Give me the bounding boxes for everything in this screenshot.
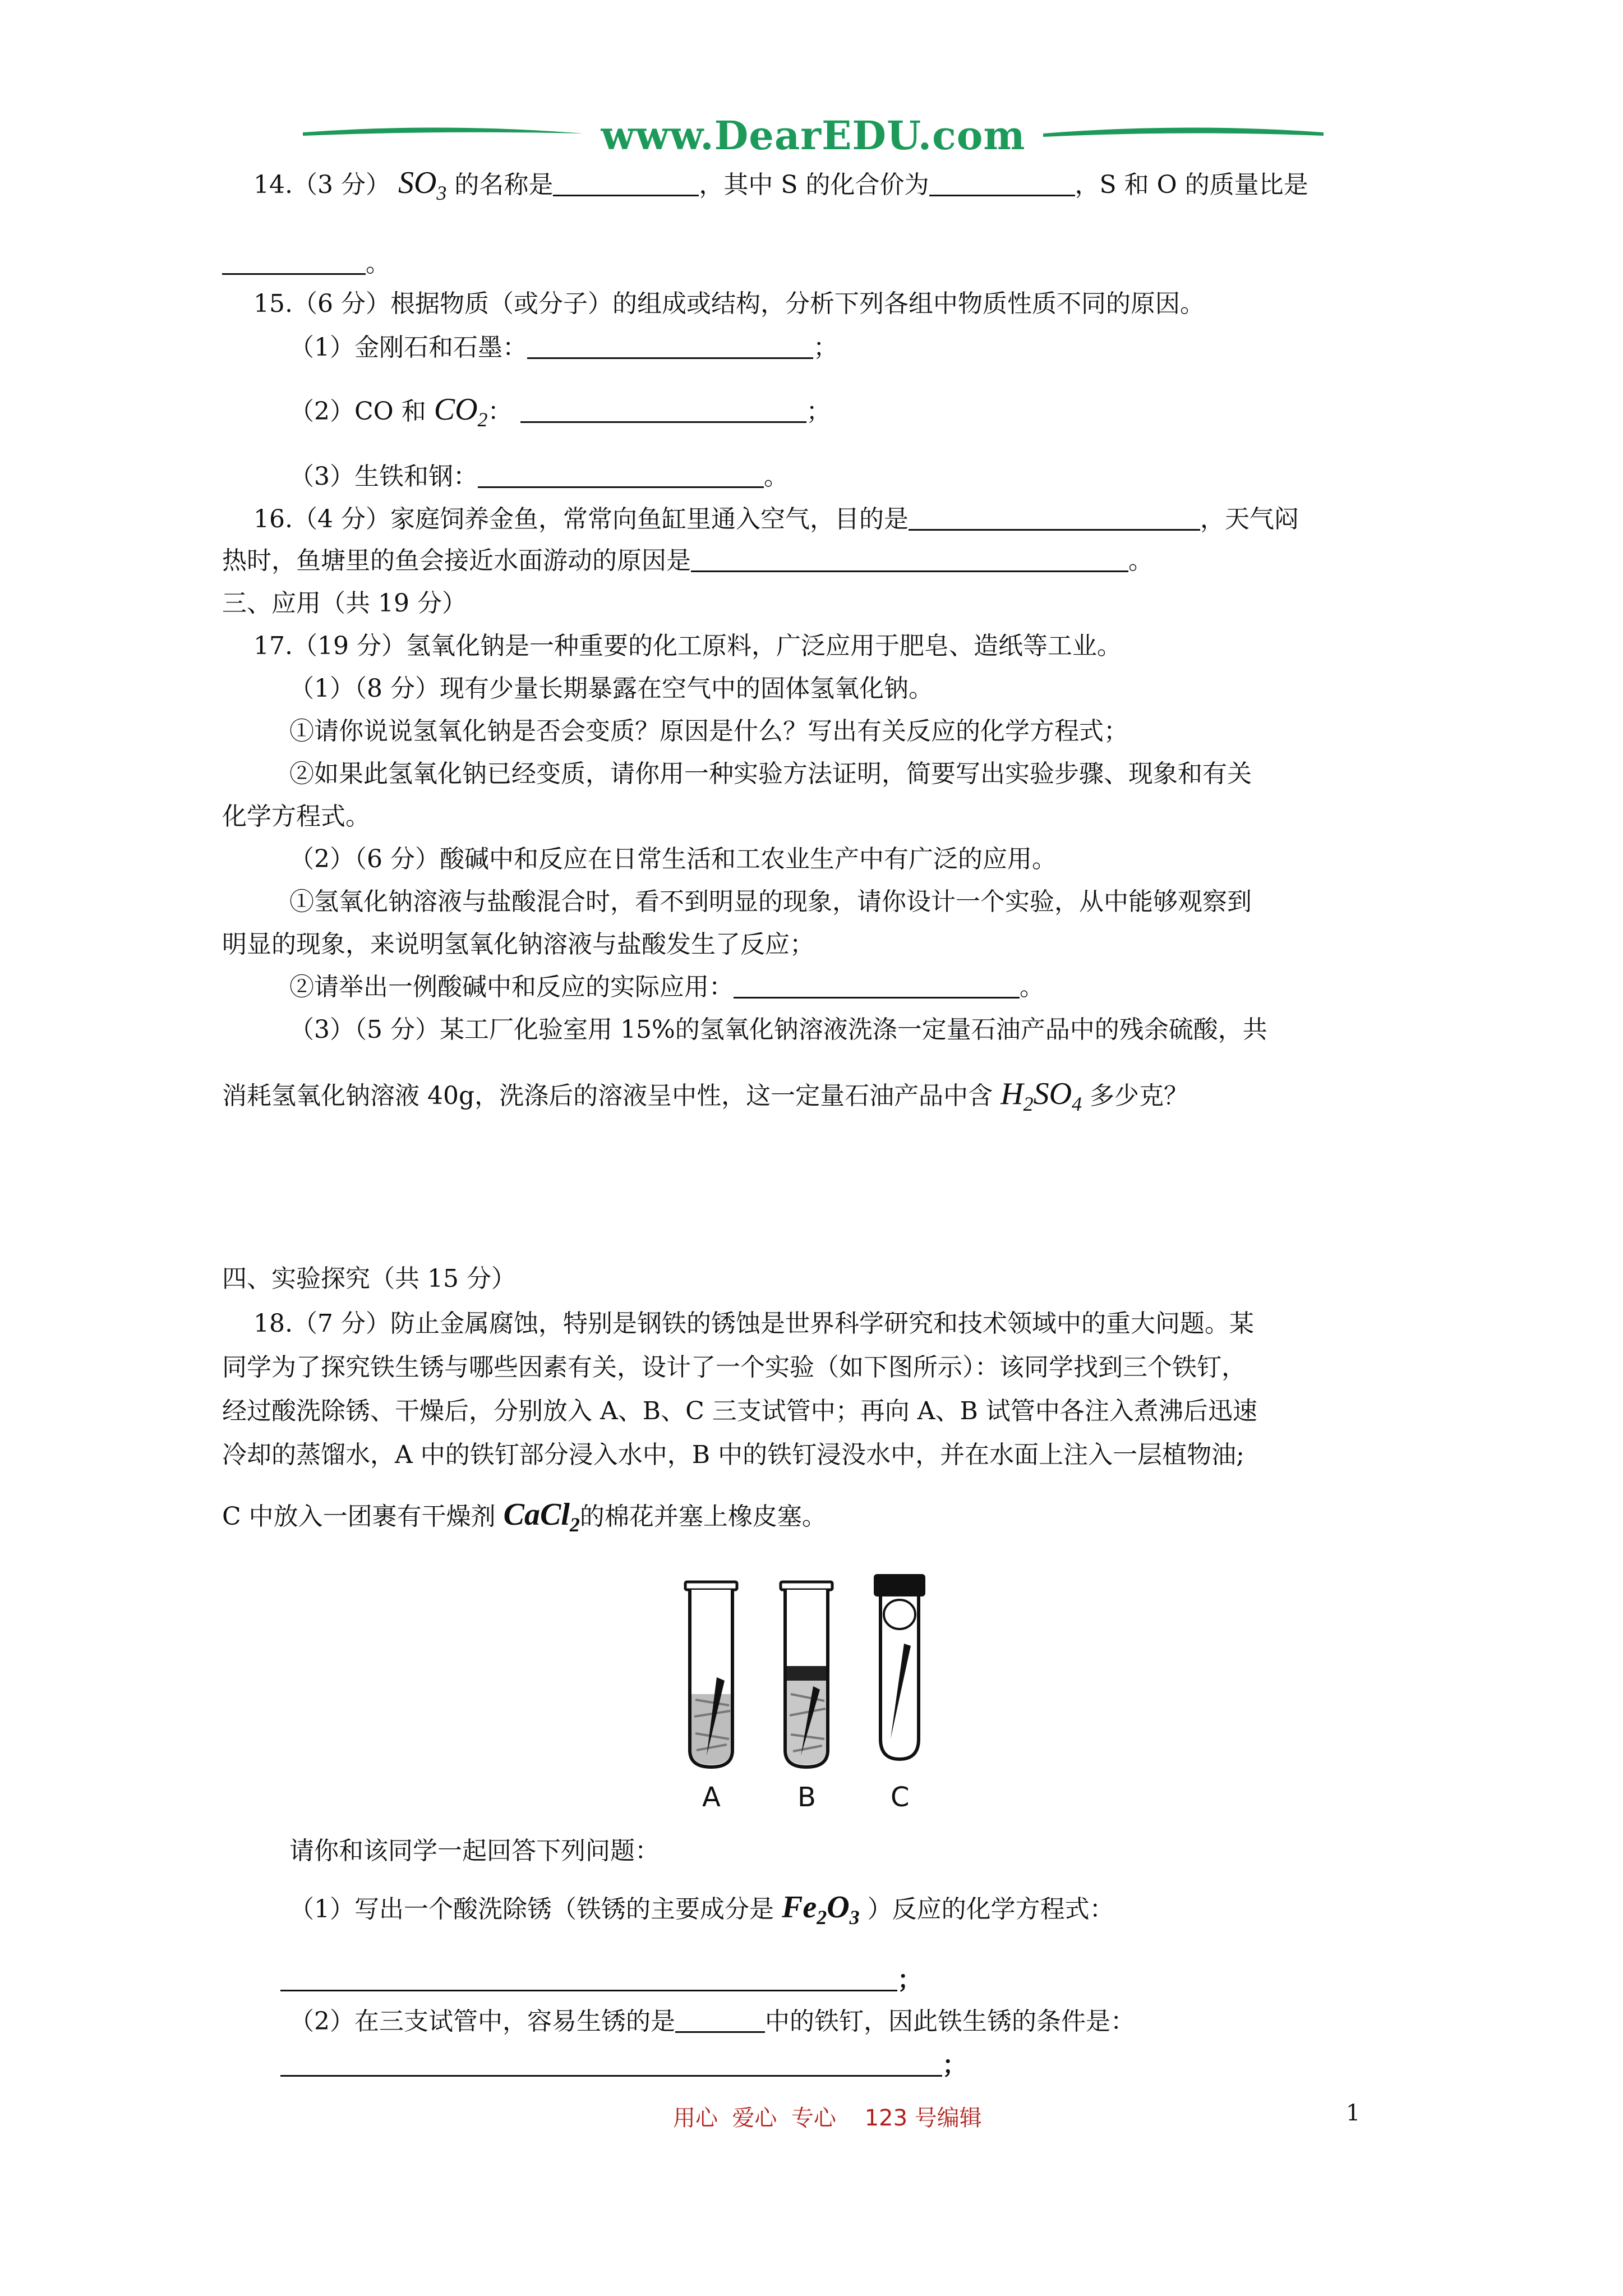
q17-stem: 17.（19 分）氢氧化钠是一种重要的化工原料，广泛应用于肥皂、造纸等工业。 — [253, 632, 1122, 660]
logo-text: www.DearEDU.com — [601, 112, 1026, 159]
q17-part-1-1: ①请你说说氢氧化钠是否会变质？原因是什么？写出有关反应的化学方程式； — [289, 717, 1128, 746]
q15-part-1: （1）金刚石和石墨： ； — [289, 333, 838, 362]
q16-blank-2[interactable] — [691, 546, 1128, 572]
q16-line-2: 热时，鱼塘里的鱼会接近水面游动的原因是 。 — [222, 546, 1153, 575]
test-tubes-svg — [673, 1571, 965, 1818]
test-tube-a — [685, 1582, 737, 1767]
q15-stem: 15.（6 分）根据物质（或分子）的组成或结构，分析下列各组中物质性质不同的原因。 — [253, 289, 1205, 318]
q17-part-2: （2）（6 分）酸碱中和反应在日常生活和工农业生产中有广泛的应用。 — [289, 845, 1057, 873]
q15-part-2: （2）CO 和 $CO_2$： ； — [289, 392, 831, 431]
q18-part-2: （2）在三支试管中，容易生锈的是 中的铁钉，因此铁生锈的条件是： — [289, 2007, 1135, 2036]
q18-line-4: 冷却的蒸馏水，A 中的铁钉部分浸入水中，B 中的铁钉浸没水中，并在水面上注入一层植物油; — [222, 1441, 1244, 1469]
q18-part-1: （1）写出一个酸洗除锈（铁锈的主要成分是 $Fe_2O_3$ ）反应的化学方程式： — [289, 1890, 1114, 1929]
cotton-ball — [884, 1600, 915, 1629]
q17-blank-1[interactable] — [734, 972, 1020, 999]
q15-co2-formula: $CO_2$ — [434, 392, 488, 431]
q17-part-3b: 消耗氢氧化钠溶液 40g，洗涤后的溶液呈中性，这一定量石油产品中含 $H_2SO_4$ 多少克？ — [222, 1076, 1189, 1116]
q16-line-1: 16.（4 分）家庭饲养金鱼，常常向鱼缸里通入空气，目的是 ，天气闷 — [253, 505, 1299, 533]
q18-part-1-answer: ； — [280, 1963, 922, 1997]
tube-label-a: A — [702, 1782, 721, 1813]
oil-layer — [787, 1666, 826, 1681]
q18-line-3: 经过酸洗除锈、干燥后，分别放入 A、B、C 三支试管中；再向 A、B 试管中各注入煮沸后迅速 — [222, 1397, 1257, 1425]
q14-text-2: ，其中 S 的化合价为 — [699, 171, 929, 199]
q14-blank-1[interactable] — [553, 170, 699, 196]
footer-text: 用心 爱心 专心 123 号编辑 — [673, 2105, 982, 2131]
q17-part-1: （1）（8 分）现有少量长期暴露在空气中的固体氢氧化钠。 — [289, 674, 933, 703]
q15-part-3: （3）生铁和钢： 。 — [289, 462, 789, 491]
tube-label-c: C — [891, 1782, 910, 1813]
section-4-title: 四、实验探究（共 15 分） — [222, 1264, 516, 1293]
q14-blank-3[interactable] — [222, 249, 366, 275]
q18-line-2: 同学为了探究铁生锈与哪些因素有关，设计了一个实验（如下图所示）：该同学找到三个铁钉， — [222, 1353, 1246, 1382]
q18-line-5: C 中放入一团裹有干燥剂 CaCl$_2$的棉花并塞上橡皮塞。 — [222, 1497, 827, 1536]
q14-line — [253, 166, 1308, 210]
header-logo — [303, 111, 1324, 162]
page-number: 1 — [1346, 2100, 1361, 2126]
q16-blank-1[interactable] — [909, 504, 1200, 531]
q18-cacl2-formula: CaCl$_2$ — [503, 1497, 580, 1536]
q17-part-1-2a: ②如果此氢氧化钠已经变质，请你用一种实验方法证明，简要写出实验步骤、现象和有关 — [289, 760, 1252, 788]
q15-blank-1[interactable] — [527, 333, 813, 359]
q17-part-2-1a: ①氢氧化钠溶液与盐酸混合时，看不到明显的现象，请你设计一个实验，从中能够观察到 — [289, 887, 1252, 916]
q18-ask: 请你和该同学一起回答下列问题： — [289, 1837, 660, 1865]
q18-blank-3[interactable] — [280, 2050, 942, 2077]
q17-h2so4-formula: $H_2SO_4$ — [1000, 1076, 1082, 1116]
q15-blank-2[interactable] — [520, 397, 806, 423]
q17-part-2-1b: 明显的现象，来说明氢氧化钠溶液与盐酸发生了反应； — [222, 930, 814, 959]
q14-text-1: 的名称是 — [454, 171, 554, 199]
q15-blank-3[interactable] — [478, 462, 764, 488]
q18-blank-1[interactable] — [280, 1965, 897, 1991]
rubber-stopper — [874, 1574, 925, 1596]
tube-label-b: B — [797, 1782, 816, 1813]
q14-formula: $SO_3$ — [398, 165, 447, 205]
q14-lead: 14.（3 分） — [253, 171, 390, 199]
q14-text-3: ，S 和 O 的质量比是 — [1075, 171, 1308, 199]
q17-part-3a: （3）（5 分）某工厂化验室用 15%的氢氧化钠溶液洗涤一定量石油产品中的残余硫酸，共 — [289, 1015, 1267, 1044]
q17-part-2-2: ②请举出一例酸碱中和反应的实际应用： 。 — [289, 973, 1044, 1001]
q18-line-1: 18.（7 分）防止金属腐蚀，特别是钢铁的锈蚀是世界科学研究和技术领域中的重大问题。某 — [253, 1309, 1254, 1338]
q14-blank-2[interactable] — [929, 170, 1075, 196]
q14-line-2: 。 — [222, 247, 390, 280]
section-3-title: 三、应用（共 19 分） — [222, 589, 467, 618]
q18-blank-2[interactable] — [675, 2007, 765, 2033]
test-tube-b — [781, 1582, 832, 1767]
q18-part-2-answer: ； — [280, 2049, 967, 2082]
test-tube-figure — [673, 1571, 965, 1818]
q17-part-1-2b: 化学方程式。 — [222, 802, 370, 831]
q18-fe2o3-formula: $Fe_2O_3$ — [782, 1890, 860, 1929]
test-tube-c — [874, 1574, 925, 1759]
